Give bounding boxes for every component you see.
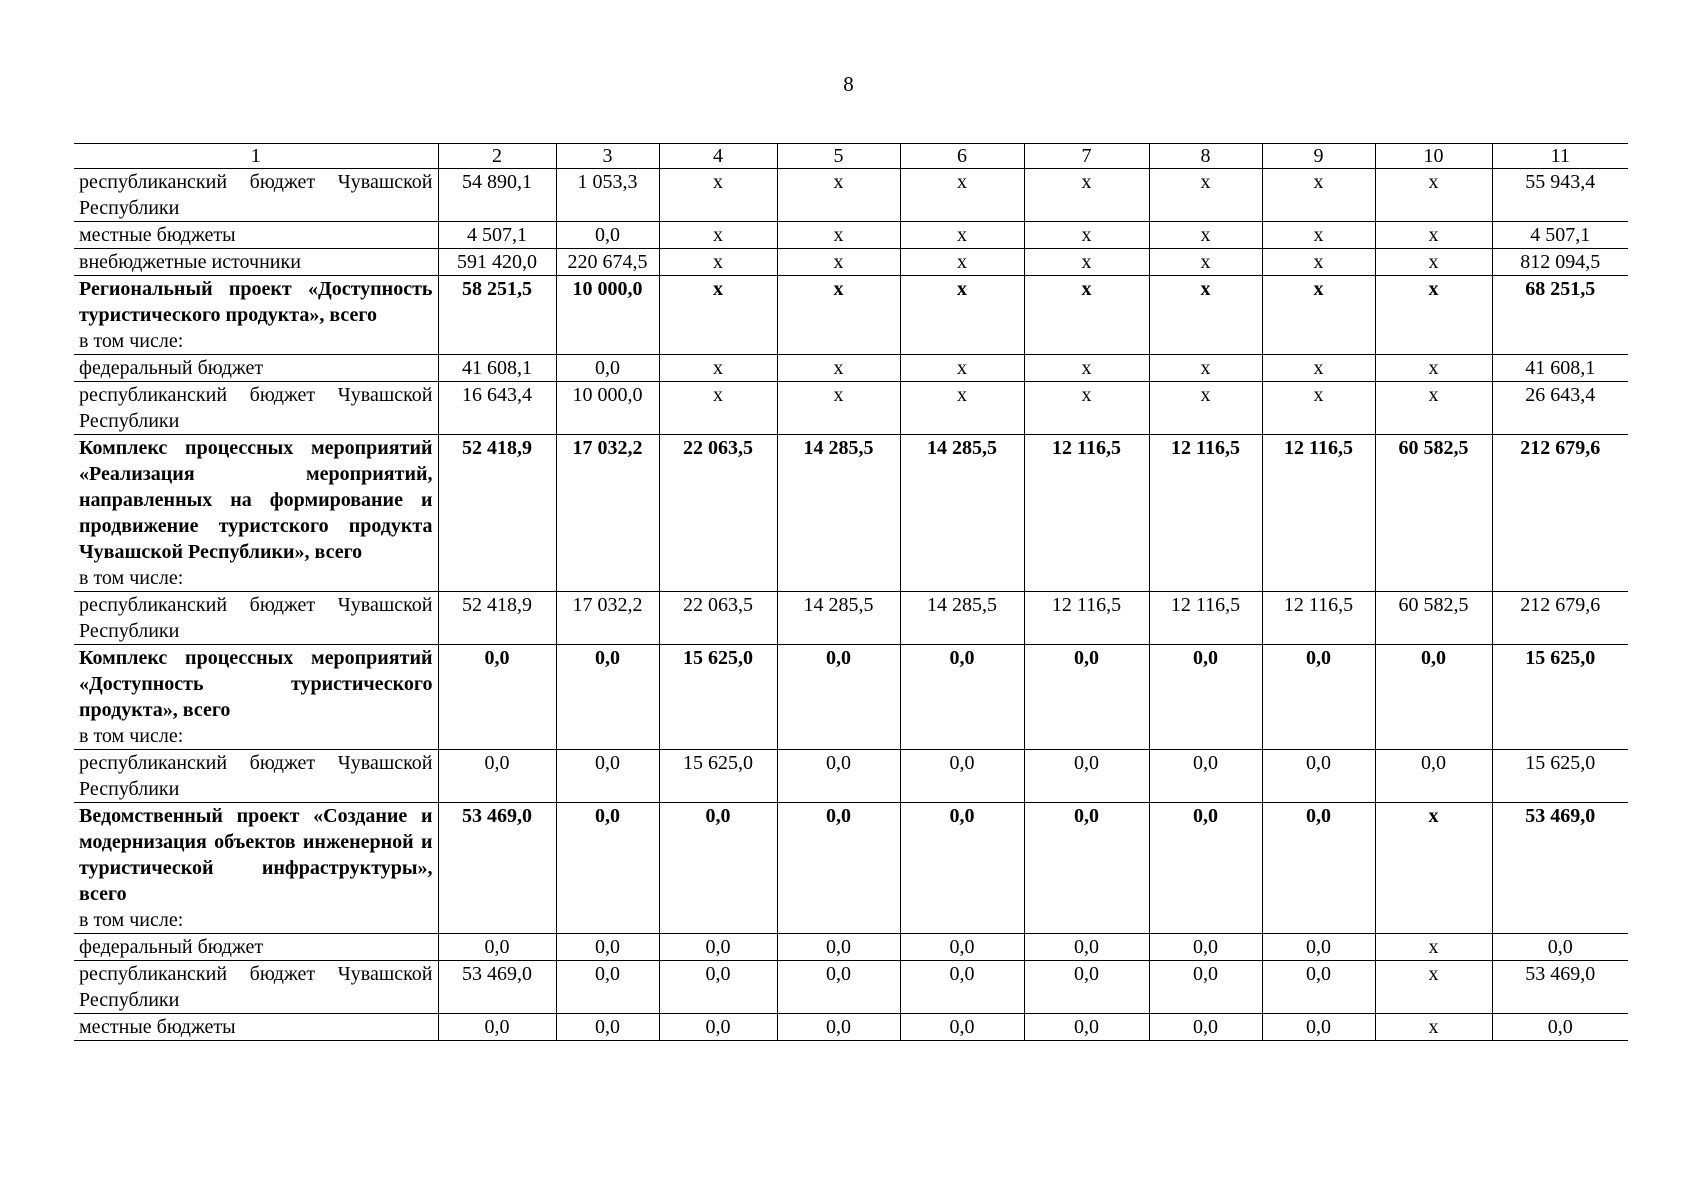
value-cell: 12 116,5 <box>1024 592 1149 645</box>
value-cell: 220 674,5 <box>556 249 659 276</box>
value-cell: 0,0 <box>1375 750 1492 803</box>
value-cell: х <box>1149 276 1262 355</box>
value-cell: 22 063,5 <box>659 435 777 592</box>
value-cell: 591 420,0 <box>438 249 556 276</box>
value-cell: х <box>1149 382 1262 435</box>
row-label-cell <box>74 222 438 249</box>
value-cell: 15 625,0 <box>1492 750 1628 803</box>
value-cell: х <box>1375 803 1492 934</box>
value-cell: х <box>659 249 777 276</box>
column-number: 4 <box>659 144 777 169</box>
value-cell: 12 116,5 <box>1149 592 1262 645</box>
row-label-cell <box>74 355 438 382</box>
value-cell: 0,0 <box>1262 803 1375 934</box>
value-cell: 0,0 <box>659 1014 777 1041</box>
value-cell: х <box>777 355 900 382</box>
value-cell: х <box>900 222 1024 249</box>
row-label-cell <box>74 249 438 276</box>
row-label-cell <box>74 1014 438 1041</box>
value-cell: х <box>1149 222 1262 249</box>
row-label: Комплекс процессных мероприятий «Доступность туристического продукта», всего <box>79 647 433 721</box>
value-cell: 0,0 <box>438 1014 556 1041</box>
row-label: республиканский бюджет Чувашской Республики <box>79 171 433 219</box>
value-cell: х <box>1375 276 1492 355</box>
value-cell: 0,0 <box>1149 645 1262 750</box>
value-cell: 0,0 <box>777 645 900 750</box>
value-cell: х <box>1262 249 1375 276</box>
value-cell: 0,0 <box>1024 961 1149 1014</box>
value-cell: 0,0 <box>1262 934 1375 961</box>
table-row <box>74 645 1628 750</box>
value-cell: х <box>659 222 777 249</box>
value-cell: х <box>1024 249 1149 276</box>
value-cell: х <box>1375 961 1492 1014</box>
value-cell: 0,0 <box>1149 803 1262 934</box>
value-cell: 0,0 <box>1149 934 1262 961</box>
column-number: 6 <box>900 144 1024 169</box>
value-cell: х <box>900 169 1024 222</box>
table-row <box>74 803 1628 934</box>
table-row <box>74 435 1628 592</box>
value-cell: 16 643,4 <box>438 382 556 435</box>
value-cell: 0,0 <box>900 961 1024 1014</box>
value-cell: х <box>900 276 1024 355</box>
value-cell: х <box>1375 382 1492 435</box>
value-cell: х <box>1262 169 1375 222</box>
value-cell: 0,0 <box>1024 750 1149 803</box>
value-cell: х <box>1262 222 1375 249</box>
value-cell: 0,0 <box>556 645 659 750</box>
value-cell: 41 608,1 <box>1492 355 1628 382</box>
value-cell: 14 285,5 <box>900 435 1024 592</box>
value-cell: 26 643,4 <box>1492 382 1628 435</box>
table-row <box>74 961 1628 1014</box>
value-cell: 0,0 <box>1492 1014 1628 1041</box>
table-row <box>74 276 1628 355</box>
column-number-row <box>74 144 1628 169</box>
value-cell: 0,0 <box>1024 645 1149 750</box>
value-cell: х <box>777 276 900 355</box>
table-row <box>74 355 1628 382</box>
page-number: 8 <box>843 72 854 96</box>
value-cell: 15 625,0 <box>659 645 777 750</box>
row-label: республиканский бюджет Чувашской Республики <box>79 594 433 642</box>
value-cell: 4 507,1 <box>438 222 556 249</box>
value-cell: х <box>1375 355 1492 382</box>
value-cell: х <box>900 355 1024 382</box>
value-cell: 14 285,5 <box>900 592 1024 645</box>
row-label-cell <box>74 435 438 592</box>
value-cell: 0,0 <box>556 803 659 934</box>
value-cell: 0,0 <box>1375 645 1492 750</box>
value-cell: 52 418,9 <box>438 435 556 592</box>
value-cell: х <box>1024 276 1149 355</box>
row-sublabel: в том числе: <box>79 567 184 589</box>
column-number: 1 <box>74 144 438 169</box>
row-sublabel: в том числе: <box>79 330 184 352</box>
value-cell: 52 418,9 <box>438 592 556 645</box>
column-number: 10 <box>1375 144 1492 169</box>
value-cell: 0,0 <box>900 934 1024 961</box>
value-cell: х <box>1375 1014 1492 1041</box>
value-cell: х <box>659 355 777 382</box>
value-cell: 0,0 <box>777 1014 900 1041</box>
value-cell: х <box>1024 355 1149 382</box>
value-cell: 0,0 <box>900 645 1024 750</box>
row-sublabel: в том числе: <box>79 909 184 931</box>
value-cell: 212 679,6 <box>1492 435 1628 592</box>
value-cell: 0,0 <box>556 355 659 382</box>
column-number: 2 <box>438 144 556 169</box>
value-cell: 0,0 <box>1262 961 1375 1014</box>
value-cell: 53 469,0 <box>1492 961 1628 1014</box>
column-number: 5 <box>777 144 900 169</box>
row-label-cell <box>74 803 438 934</box>
value-cell: 0,0 <box>1024 934 1149 961</box>
value-cell: 12 116,5 <box>1024 435 1149 592</box>
value-cell: х <box>1262 355 1375 382</box>
value-cell: х <box>900 382 1024 435</box>
value-cell: 0,0 <box>556 961 659 1014</box>
column-number: 9 <box>1262 144 1375 169</box>
value-cell: 17 032,2 <box>556 435 659 592</box>
value-cell: 41 608,1 <box>438 355 556 382</box>
value-cell: 0,0 <box>438 750 556 803</box>
value-cell: х <box>1024 169 1149 222</box>
row-label: внебюджетные источники <box>79 251 301 273</box>
table-row <box>74 382 1628 435</box>
value-cell: х <box>1262 382 1375 435</box>
table-row <box>74 934 1628 961</box>
value-cell: 0,0 <box>777 750 900 803</box>
row-label: республиканский бюджет Чувашской Республики <box>79 752 433 800</box>
column-number: 8 <box>1149 144 1262 169</box>
value-cell: 17 032,2 <box>556 592 659 645</box>
value-cell: х <box>1262 276 1375 355</box>
row-sublabel: в том числе: <box>79 725 184 747</box>
column-number: 3 <box>556 144 659 169</box>
table-body <box>74 144 1628 1041</box>
value-cell: 0,0 <box>659 934 777 961</box>
value-cell: 53 469,0 <box>438 803 556 934</box>
value-cell: 0,0 <box>1149 1014 1262 1041</box>
value-cell: 0,0 <box>556 934 659 961</box>
row-label: местные бюджеты <box>79 1016 236 1038</box>
row-label: Комплекс процессных мероприятий «Реализация мероприятий, направленных на формирование и продвижение туристского продукта Чувашской Республики», всего <box>79 437 433 563</box>
row-label: федеральный бюджет <box>79 357 264 379</box>
row-label-cell <box>74 169 438 222</box>
value-cell: 0,0 <box>556 750 659 803</box>
value-cell: х <box>1149 249 1262 276</box>
value-cell: х <box>659 169 777 222</box>
value-cell: 68 251,5 <box>1492 276 1628 355</box>
value-cell: 0,0 <box>1262 1014 1375 1041</box>
value-cell: 12 116,5 <box>1262 435 1375 592</box>
value-cell: х <box>1375 249 1492 276</box>
value-cell: 15 625,0 <box>1492 645 1628 750</box>
value-cell: 0,0 <box>659 961 777 1014</box>
value-cell: 54 890,1 <box>438 169 556 222</box>
value-cell: 14 285,5 <box>777 592 900 645</box>
value-cell: 0,0 <box>1149 961 1262 1014</box>
value-cell: х <box>1375 934 1492 961</box>
value-cell: 0,0 <box>659 803 777 934</box>
table-row <box>74 169 1628 222</box>
value-cell: х <box>900 249 1024 276</box>
value-cell: 14 285,5 <box>777 435 900 592</box>
value-cell: 58 251,5 <box>438 276 556 355</box>
value-cell: 0,0 <box>556 222 659 249</box>
value-cell: х <box>777 222 900 249</box>
value-cell: х <box>777 382 900 435</box>
value-cell: 60 582,5 <box>1375 435 1492 592</box>
value-cell: 55 943,4 <box>1492 169 1628 222</box>
value-cell: 0,0 <box>1492 934 1628 961</box>
value-cell: 0,0 <box>900 1014 1024 1041</box>
value-cell: 0,0 <box>777 961 900 1014</box>
value-cell: 0,0 <box>1024 803 1149 934</box>
value-cell: х <box>1149 169 1262 222</box>
row-label: местные бюджеты <box>79 224 236 246</box>
row-label-cell <box>74 592 438 645</box>
value-cell: х <box>1024 382 1149 435</box>
value-cell: х <box>1375 222 1492 249</box>
row-label-cell <box>74 276 438 355</box>
row-label: Ведомственный проект «Создание и модернизация объектов инженерной и туристической инфраструктуры», всего <box>79 805 433 905</box>
value-cell: х <box>1024 222 1149 249</box>
value-cell: 812 094,5 <box>1492 249 1628 276</box>
value-cell: х <box>659 382 777 435</box>
column-number: 11 <box>1492 144 1628 169</box>
value-cell: 60 582,5 <box>1375 592 1492 645</box>
value-cell: 0,0 <box>777 803 900 934</box>
value-cell: 212 679,6 <box>1492 592 1628 645</box>
value-cell: 0,0 <box>900 803 1024 934</box>
value-cell: 1 053,3 <box>556 169 659 222</box>
row-label-cell <box>74 934 438 961</box>
value-cell: х <box>1149 355 1262 382</box>
value-cell: 0,0 <box>1024 1014 1149 1041</box>
value-cell: 0,0 <box>900 750 1024 803</box>
value-cell: х <box>1375 169 1492 222</box>
value-cell: 53 469,0 <box>1492 803 1628 934</box>
value-cell: 10 000,0 <box>556 382 659 435</box>
table-row <box>74 1014 1628 1041</box>
value-cell: 12 116,5 <box>1149 435 1262 592</box>
value-cell: х <box>659 276 777 355</box>
value-cell: 10 000,0 <box>556 276 659 355</box>
row-label: федеральный бюджет <box>79 936 264 958</box>
value-cell: 0,0 <box>1262 750 1375 803</box>
row-label: республиканский бюджет Чувашской Республики <box>79 963 433 1011</box>
row-label: республиканский бюджет Чувашской Республики <box>79 384 433 432</box>
value-cell: х <box>777 169 900 222</box>
table-row <box>74 750 1628 803</box>
row-label-cell <box>74 750 438 803</box>
value-cell: 12 116,5 <box>1262 592 1375 645</box>
row-label-cell <box>74 961 438 1014</box>
table-row <box>74 592 1628 645</box>
value-cell: 15 625,0 <box>659 750 777 803</box>
value-cell: 22 063,5 <box>659 592 777 645</box>
value-cell: 0,0 <box>1262 645 1375 750</box>
value-cell: 4 507,1 <box>1492 222 1628 249</box>
value-cell: 0,0 <box>777 934 900 961</box>
table-row <box>74 249 1628 276</box>
column-number: 7 <box>1024 144 1149 169</box>
value-cell: 0,0 <box>438 934 556 961</box>
value-cell: х <box>777 249 900 276</box>
value-cell: 0,0 <box>438 645 556 750</box>
row-label: Региональный проект «Доступность туристического продукта», всего <box>79 278 433 326</box>
row-label-cell <box>74 645 438 750</box>
value-cell: 0,0 <box>1149 750 1262 803</box>
budget-table <box>74 143 1628 1041</box>
value-cell: 53 469,0 <box>438 961 556 1014</box>
row-label-cell <box>74 382 438 435</box>
table-row <box>74 222 1628 249</box>
value-cell: 0,0 <box>556 1014 659 1041</box>
